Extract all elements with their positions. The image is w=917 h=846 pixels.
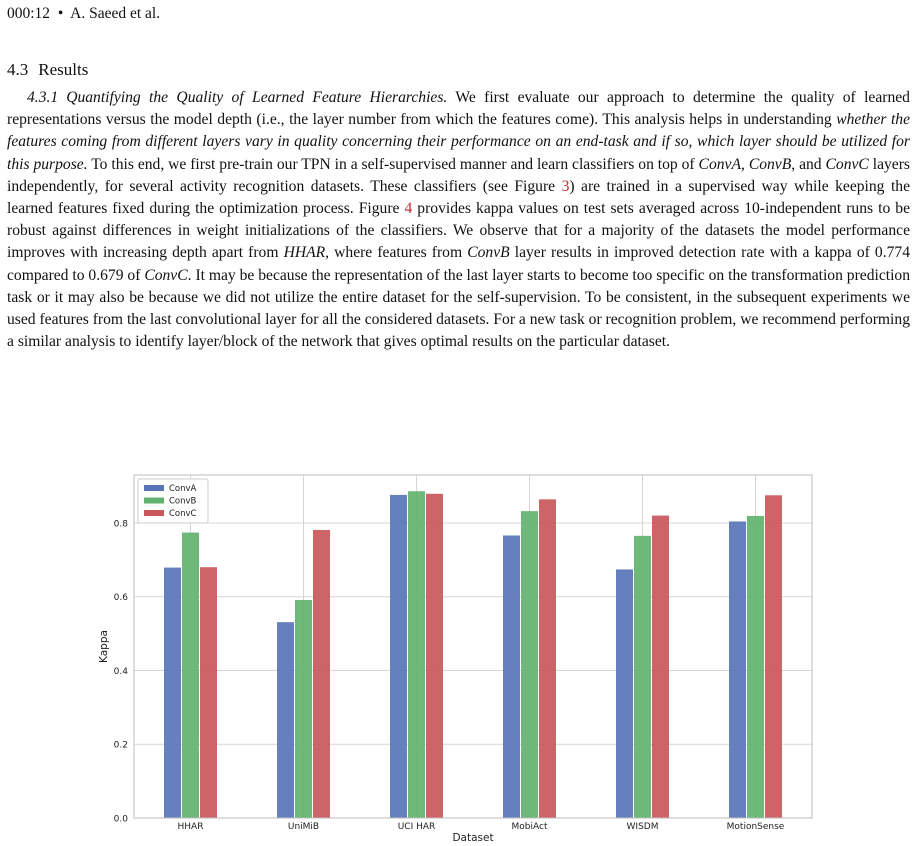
bar-conva-wisdm bbox=[616, 569, 633, 818]
y-tick-label: 0.6 bbox=[113, 593, 128, 604]
y-tick-label: 0.2 bbox=[113, 740, 128, 751]
text-run: To this end, we first pre-train our TPN in a self-supervised manner and learn classifiers on top of bbox=[87, 155, 699, 173]
bar-conva-mobiact bbox=[503, 535, 520, 818]
bar-convc-hhar bbox=[200, 567, 217, 818]
bar-convb-uci-har bbox=[408, 491, 425, 818]
x-tick-label: WISDM bbox=[626, 822, 659, 832]
bar-conva-hhar bbox=[164, 568, 181, 818]
subsection-title: Quantifying the Quality of Learned Feature Hierarchies. bbox=[66, 89, 448, 106]
text-run: . It may be because the representation of the last layer starts to become too specific on the transformation prediction task or it may also be because we did not utilize the entire dataset for the self-supervision. To be consistent, in the subsequent experiments we used features from the last convolutional layer for all the considered datasets. For a new task or recognition problem, we recommend performing a similar analysis to identify layer/block of the network that gives optimal results on the particular dataset. bbox=[7, 266, 910, 351]
term-conva: ConvA bbox=[698, 155, 741, 173]
bar-convb-motionsense bbox=[747, 516, 764, 818]
bar-conva-unimib bbox=[277, 622, 294, 818]
x-tick-label: UCI HAR bbox=[397, 822, 436, 832]
bar-convc-uci-har bbox=[426, 494, 443, 818]
text-run: provides kappa values on test sets averaged across 10-independent runs to be robust against differences in weight initializations of the classifiers. We observe that for a majority of the datasets the model performance improves with increasing depth apart from bbox=[7, 200, 910, 262]
figure-4-link[interactable]: 4 bbox=[404, 200, 413, 218]
legend-swatch-convc bbox=[144, 510, 164, 516]
term-convc: ConvC bbox=[825, 155, 869, 173]
bar-conva-motionsense bbox=[729, 521, 746, 818]
term-convb: ConvB bbox=[467, 244, 510, 262]
text-run: ) are trained in a supervised way while keeping the learned features fixed during the optimization process. Figure bbox=[7, 177, 911, 218]
term-hhar: HHAR bbox=[283, 244, 326, 262]
text-run: , and bbox=[791, 155, 826, 173]
section-number: 4.3 bbox=[7, 60, 29, 79]
legend-label-convc: ConvC bbox=[169, 509, 197, 519]
text-run: layer results in improved detection rate with a kappa of 0.774 compared to 0.679 of bbox=[7, 244, 910, 284]
body-paragraph bbox=[7, 87, 910, 353]
x-axis-label: Dataset bbox=[452, 832, 494, 844]
kappa-bar-chart bbox=[0, 468, 917, 846]
plot-area bbox=[134, 475, 812, 818]
text-run: , bbox=[741, 155, 749, 173]
bar-conva-uci-har bbox=[390, 495, 407, 818]
header-authors: A. Saeed et al. bbox=[70, 5, 161, 22]
y-tick-label: 0.4 bbox=[113, 666, 128, 677]
subsection-heading bbox=[27, 89, 447, 106]
text-run: layers independently, for several activity recognition datasets. These classifiers (see Figure bbox=[7, 155, 910, 195]
x-tick-label: MobiAct bbox=[511, 822, 548, 832]
emphasis-question: whether the features coming from different layers vary in quality concerning their performance on an end-task and if so, which layer should be utilized for this purpose. bbox=[7, 111, 910, 173]
bar-convc-unimib bbox=[313, 530, 330, 818]
subsection-number: 4.3.1 bbox=[27, 89, 59, 106]
bar-convb-wisdm bbox=[634, 536, 651, 818]
section-heading bbox=[7, 60, 88, 80]
y-axis-label: Kappa bbox=[98, 630, 110, 663]
term-convc: ConvC bbox=[144, 266, 188, 284]
x-tick-label: HHAR bbox=[177, 822, 204, 832]
header-bullet: • bbox=[57, 5, 64, 22]
bar-convc-motionsense bbox=[765, 495, 782, 818]
y-tick-label: 0.8 bbox=[113, 519, 128, 530]
running-header bbox=[7, 5, 160, 23]
legend-label-convb: ConvB bbox=[169, 496, 197, 507]
legend-label-conva: ConvA bbox=[169, 484, 197, 494]
legend-swatch-conva bbox=[144, 485, 164, 491]
bar-convb-mobiact bbox=[521, 511, 538, 818]
page-number: 000:12 bbox=[7, 5, 51, 22]
section-title: Results bbox=[38, 60, 89, 79]
x-tick-label: UniMiB bbox=[287, 822, 320, 832]
term-convb: ConvB bbox=[748, 155, 792, 173]
text-run: , where features from bbox=[325, 244, 468, 262]
figure-3-link[interactable]: 3 bbox=[561, 177, 570, 195]
text-run: We first evaluate our approach to determine the quality of learned representations versus the model depth (i.e., the layer number from which the features come). This analysis helps in understanding bbox=[7, 89, 910, 129]
bar-convc-wisdm bbox=[652, 516, 669, 818]
bar-convb-hhar bbox=[182, 533, 199, 818]
bar-convc-mobiact bbox=[539, 499, 556, 818]
y-tick-label: 0.0 bbox=[113, 814, 128, 825]
legend-swatch-convb bbox=[144, 498, 164, 504]
x-tick-label: MotionSense bbox=[726, 822, 785, 832]
bar-convb-unimib bbox=[295, 600, 312, 818]
